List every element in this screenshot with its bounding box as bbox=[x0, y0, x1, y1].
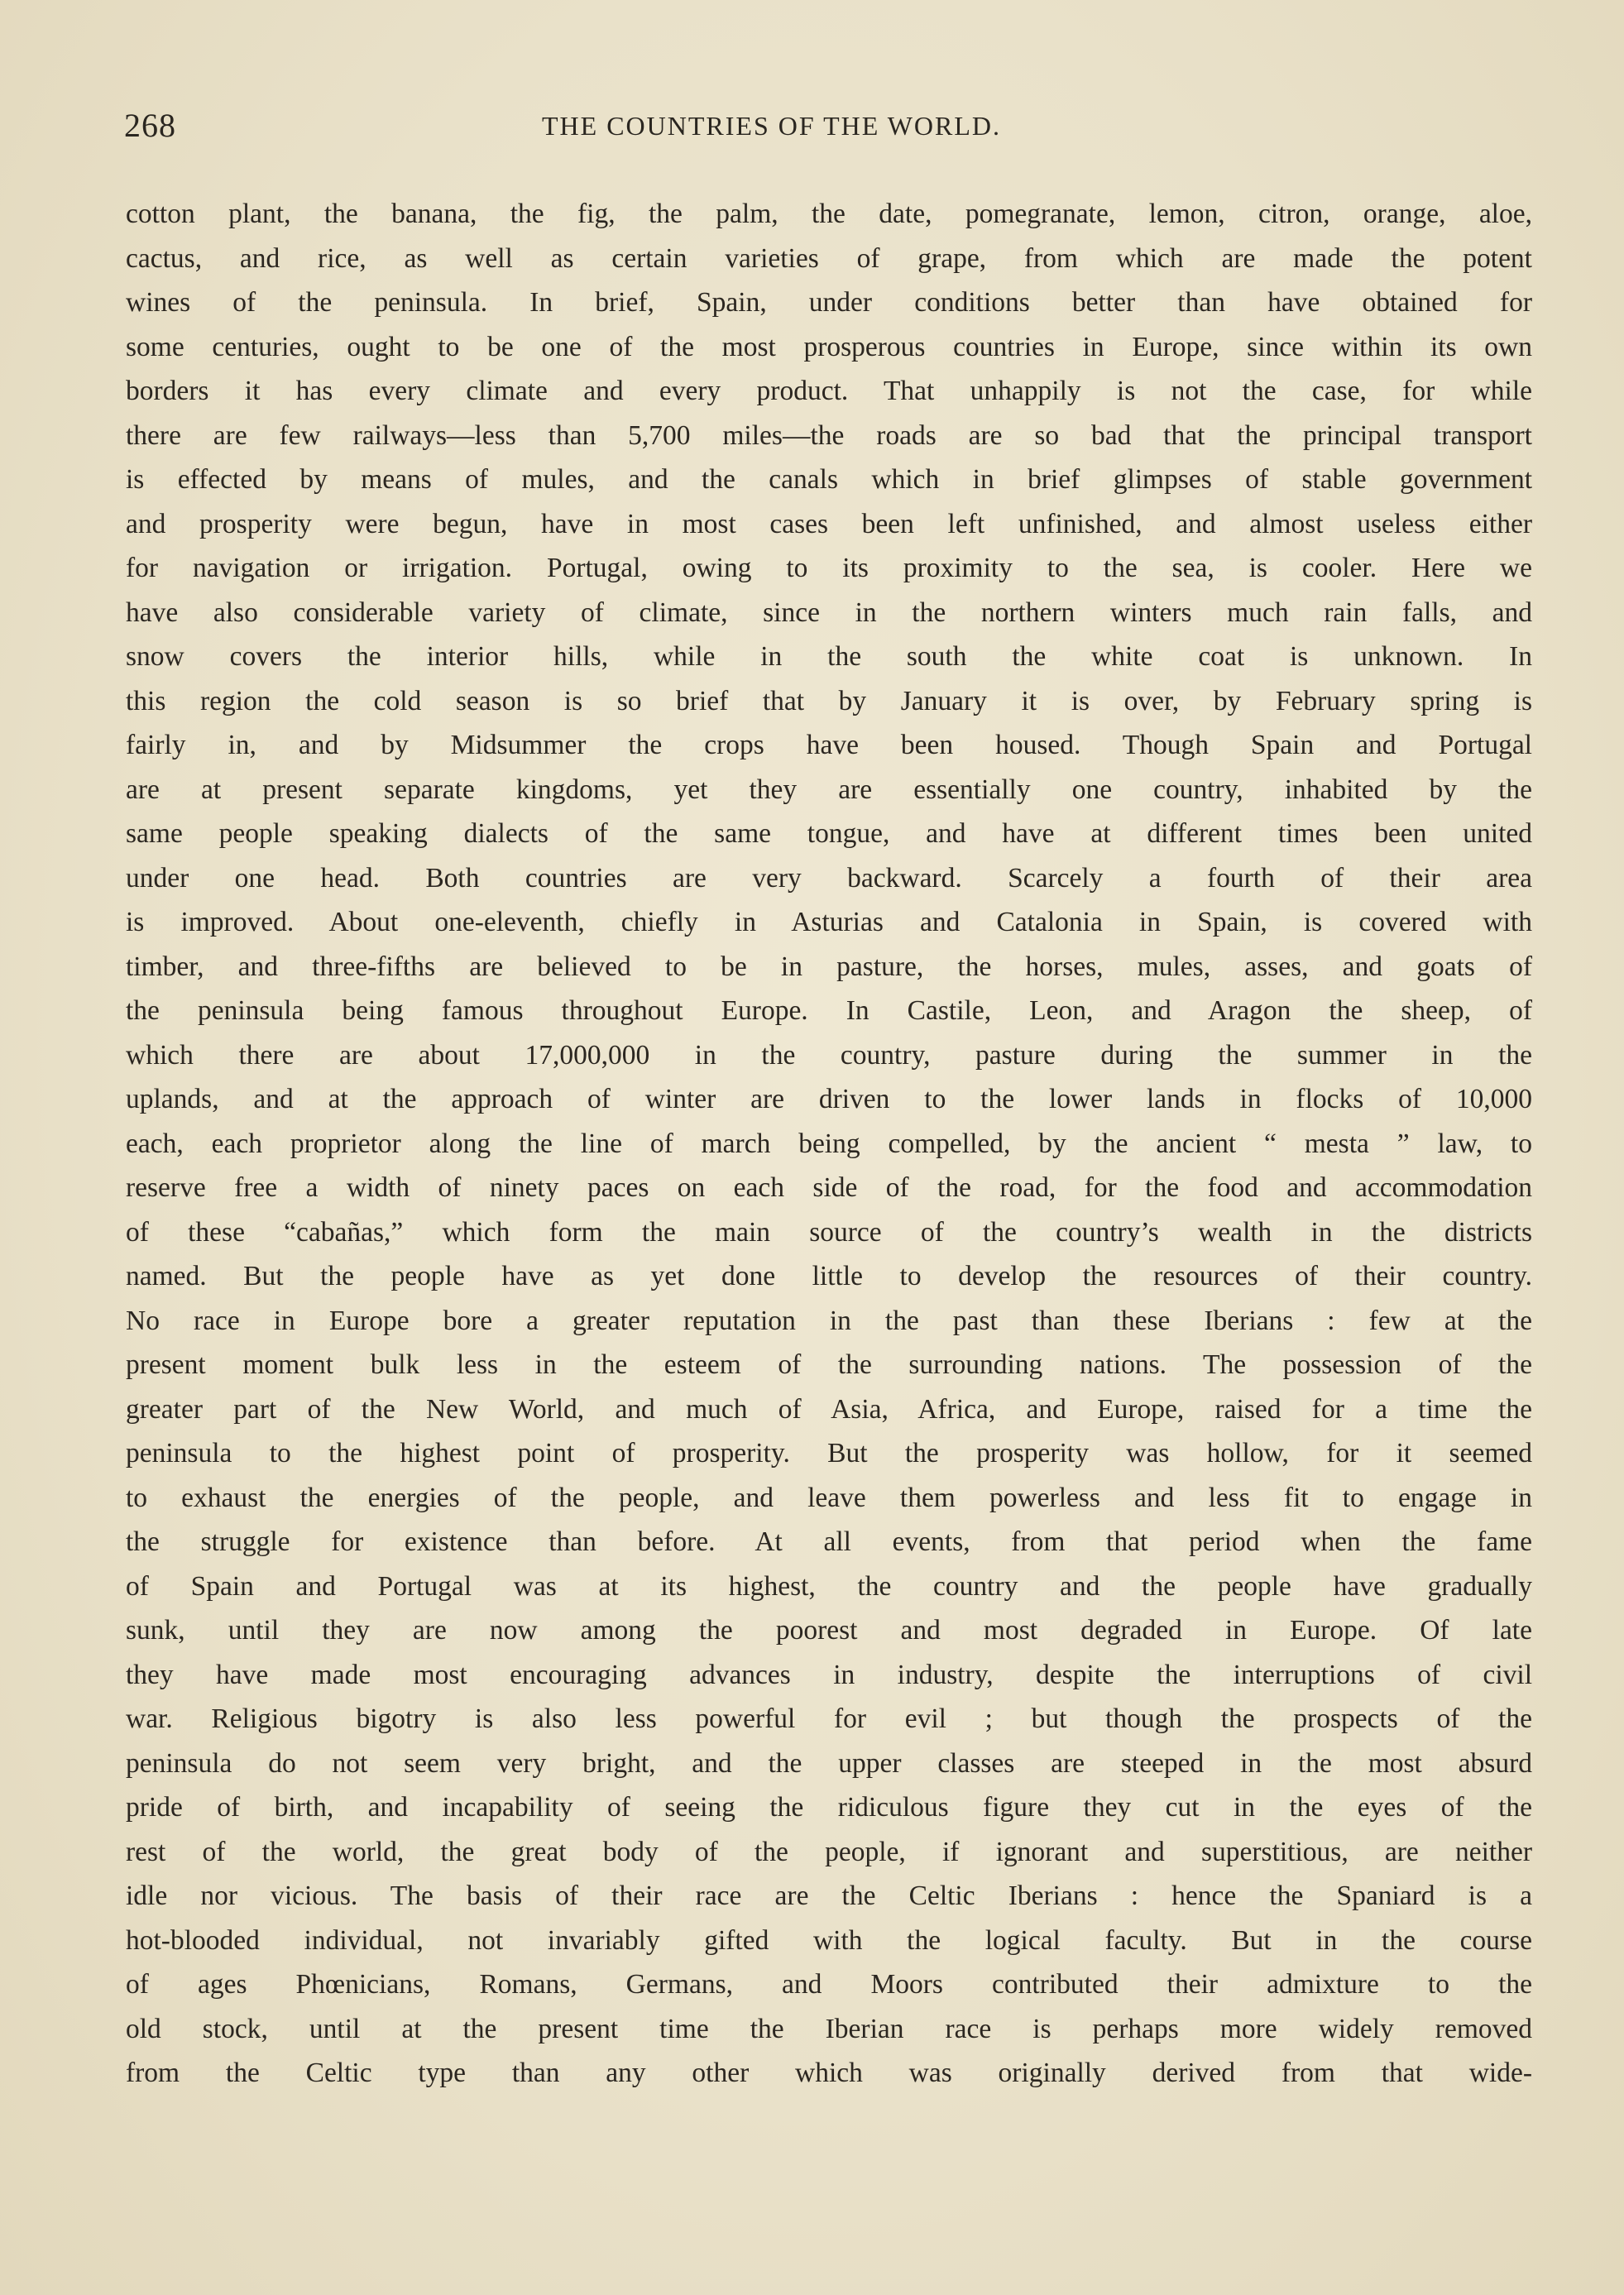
text-line: greater part of the New World, and much of Asia, Africa, and Europe, raised for a time the bbox=[126, 1393, 1532, 1425]
text-line: war. Religious bigotry is also less powerful for evil ; but though the prospects of the bbox=[126, 1703, 1532, 1734]
text-line: named. But the people have as yet done little to develop the resources of their country. bbox=[126, 1261, 1532, 1291]
text-line: same people speaking dialects of the same tongue, and have at different times been united bbox=[126, 818, 1532, 849]
text-line: wines of the peninsula. In brief, Spain, under conditions better than have obtained for bbox=[126, 287, 1532, 318]
body-paragraph bbox=[126, 192, 1532, 2096]
text-line: and prosperity were begun, have in most cases been left unfinished, and almost useless either bbox=[126, 508, 1532, 539]
text-line: cotton plant, the banana, the fig, the palm, the date, pomegranate, lemon, citron, orange, aloe, bbox=[126, 199, 1532, 229]
text-line: there are few railways—less than 5,700 miles—the roads are so bad that the principal transport bbox=[126, 419, 1532, 451]
text-line: this region the cold season is so brief that by January it is over, by February spring is bbox=[126, 685, 1532, 716]
text-line: are at present separate kingdoms, yet they are essentially one country, inhabited by the bbox=[126, 774, 1532, 805]
text-line: each, each proprietor along the line of march being compelled, by the ancient “ mesta ” law, to bbox=[126, 1128, 1532, 1159]
text-line: which there are about 17,000,000 in the country, pasture during the summer in the bbox=[126, 1039, 1532, 1071]
text-line: is effected by means of mules, and the canals which in brief glimpses of stable government bbox=[126, 464, 1532, 495]
text-line: of these “cabañas,” which form the main source of the country’s wealth in the districts bbox=[126, 1216, 1532, 1248]
text-line: of Spain and Portugal was at its highest, the country and the people have gradually bbox=[126, 1570, 1532, 1602]
text-line: have also considerable variety of climate, since in the northern winters much rain falls, and bbox=[126, 597, 1532, 628]
text-line: rest of the world, the great body of the people, if ignorant and superstitious, are neither bbox=[126, 1836, 1532, 1867]
text-line: No race in Europe bore a greater reputation in the past than these Iberians : few at the bbox=[126, 1305, 1532, 1336]
text-line: to exhaust the energies of the people, and leave them powerless and less fit to engage in bbox=[126, 1482, 1532, 1513]
text-line: timber, and three-fifths are believed to be in pasture, the horses, mules, asses, and goats of bbox=[126, 951, 1532, 982]
text-line: for navigation or irrigation. Portugal, owing to its proximity to the sea, is cooler. Here we bbox=[126, 553, 1532, 583]
page-number: 268 bbox=[124, 107, 176, 144]
text-line: is improved. About one-eleventh, chiefly in Asturias and Catalonia in Spain, is covered with bbox=[126, 907, 1532, 937]
text-line: old stock, until at the present time the Iberian race is perhaps more widely removed bbox=[126, 2013, 1532, 2044]
text-line: the peninsula being famous throughout Europe. In Castile, Leon, and Aragon the sheep, of bbox=[126, 995, 1532, 1026]
text-line: they have made most encouraging advances in industry, despite the interruptions of civil bbox=[126, 1659, 1532, 1690]
text-line: peninsula to the highest point of prosperity. But the prosperity was hollow, for it seemed bbox=[126, 1438, 1532, 1469]
text-line: sunk, until they are now among the poorest and most degraded in Europe. Of late bbox=[126, 1615, 1532, 1646]
text-line: of ages Phœnicians, Romans, Germans, and Moors contributed their admixture to the bbox=[126, 1969, 1532, 2000]
text-line: under one head. Both countries are very backward. Scarcely a fourth of their area bbox=[126, 862, 1532, 894]
text-line: present moment bulk less in the esteem of the surrounding nations. The possession of the bbox=[126, 1349, 1532, 1380]
page-header bbox=[124, 106, 1531, 147]
text-line: from the Celtic type than any other which was originally derived from that wide- bbox=[126, 2058, 1532, 2088]
text-line: reserve free a width of ninety paces on each side of the road, for the food and accommodation bbox=[126, 1172, 1532, 1203]
text-line: fairly in, and by Midsummer the crops have been housed. Though Spain and Portugal bbox=[126, 730, 1532, 760]
running-title: THE COUNTRIES OF THE WORLD. bbox=[542, 111, 1002, 141]
text-line: peninsula do not seem very bright, and the upper classes are steeped in the most absurd bbox=[126, 1747, 1532, 1779]
text-line: borders it has every climate and every product. That unhappily is not the case, for while bbox=[126, 376, 1532, 406]
text-line: hot-blooded individual, not invariably gifted with the logical faculty. But in the course bbox=[126, 1924, 1532, 1956]
text-line: snow covers the interior hills, while in the south the white coat is unknown. In bbox=[126, 641, 1532, 672]
text-line: uplands, and at the approach of winter are driven to the lower lands in flocks of 10,000 bbox=[126, 1084, 1532, 1114]
text-line: the struggle for existence than before. At all events, from that period when the fame bbox=[126, 1526, 1532, 1557]
text-line: pride of birth, and incapability of seeing the ridiculous figure they cut in the eyes of the bbox=[126, 1792, 1532, 1823]
text-line: some centuries, ought to be one of the most prosperous countries in Europe, since within its own bbox=[126, 331, 1532, 362]
text-line: cactus, and rice, as well as certain varieties of grape, from which are made the potent bbox=[126, 242, 1532, 274]
text-line: idle nor vicious. The basis of their race are the Celtic Iberians : hence the Spaniard is a bbox=[126, 1881, 1532, 1911]
